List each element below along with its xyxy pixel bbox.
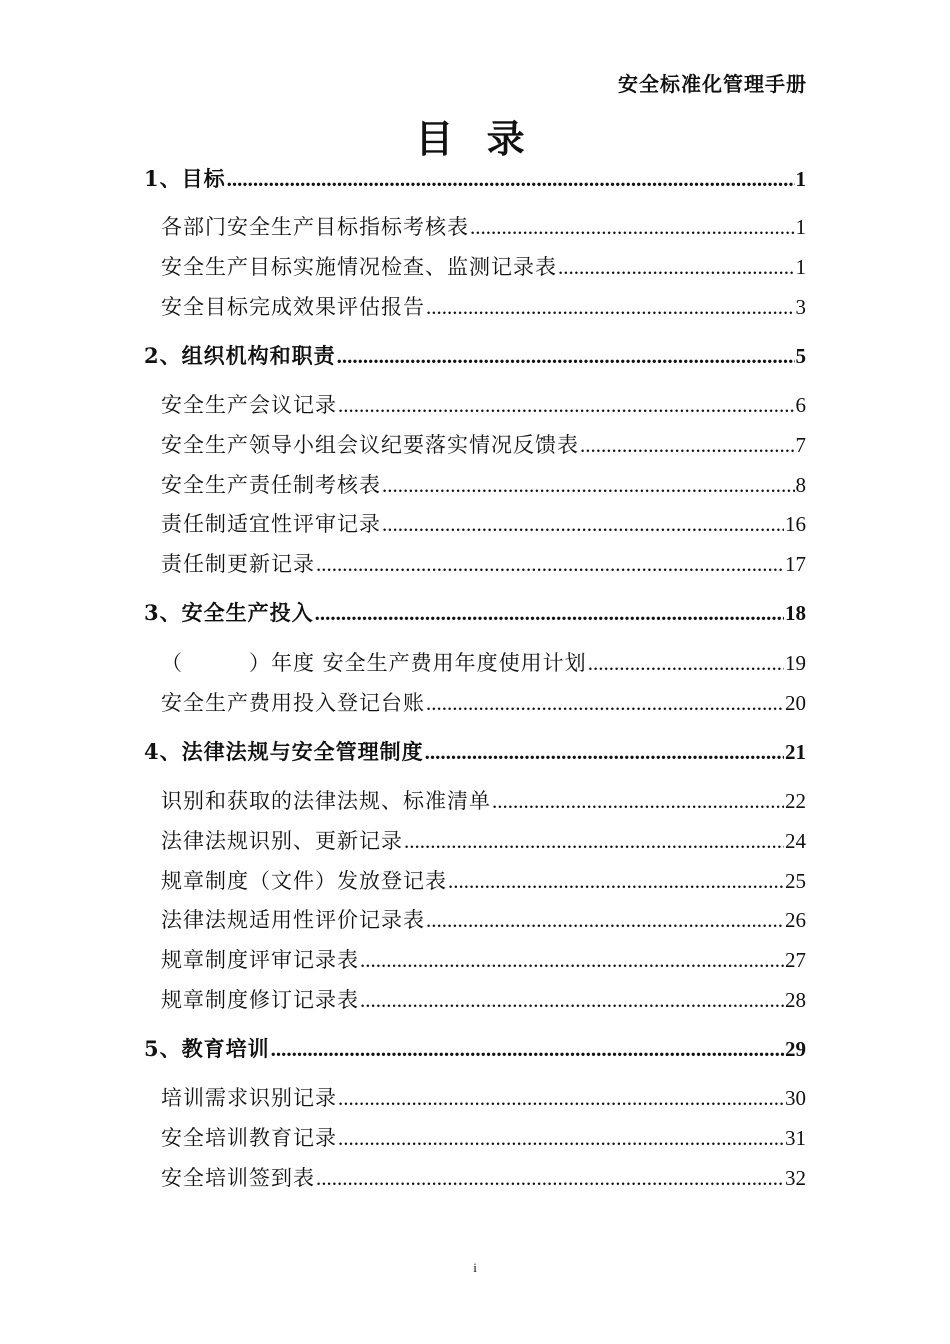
- toc-entry-label: 各部门安全生产目标指标考核表: [161, 215, 469, 239]
- toc-entry[interactable]: [161, 866, 806, 896]
- toc-leader-dots: [316, 549, 784, 579]
- toc-entry-label: （ ）年度 安全生产费用年度使用计划: [161, 651, 587, 675]
- toc-entry-label: 3、安全生产投入: [144, 600, 314, 625]
- toc-leader-dots: [425, 737, 784, 767]
- toc-entry[interactable]: [161, 292, 806, 322]
- toc-entry[interactable]: [161, 945, 806, 975]
- toc-leader-dots: [227, 164, 795, 194]
- toc-entry-page: 31: [785, 1126, 806, 1150]
- toc-entry[interactable]: [161, 1163, 806, 1193]
- toc-entry[interactable]: [161, 1083, 806, 1113]
- toc-leader-dots: [337, 341, 795, 371]
- toc-entry-label: 2、组织机构和职责: [144, 343, 336, 368]
- toc-leader-dots: [426, 292, 795, 322]
- toc-entry[interactable]: [161, 252, 806, 282]
- toc-leader-dots: [448, 866, 784, 896]
- toc-entry-page: 7: [795, 433, 806, 457]
- toc-entry[interactable]: [161, 985, 806, 1015]
- toc-leader-dots: [360, 985, 784, 1015]
- toc-entry[interactable]: [161, 549, 806, 579]
- toc-entry[interactable]: [161, 390, 806, 420]
- toc-leader-dots: [558, 252, 795, 282]
- page-number: i: [473, 1260, 477, 1275]
- toc-entry-section[interactable]: [144, 341, 806, 371]
- toc-entry-page: 20: [785, 691, 806, 715]
- toc-leader-dots: [360, 945, 784, 975]
- toc-entry[interactable]: [161, 648, 806, 678]
- toc-entry-page: 32: [785, 1166, 806, 1190]
- toc-entry-page: 25: [785, 869, 806, 893]
- toc-entry-page: 26: [785, 908, 806, 932]
- toc-entry[interactable]: [161, 430, 806, 460]
- toc-entry-section[interactable]: [144, 1034, 806, 1064]
- toc-entry-section[interactable]: [144, 737, 806, 767]
- toc-entry-page: 1: [795, 255, 806, 279]
- toc-entry-label: 安全生产责任制考核表: [161, 473, 381, 497]
- toc-entry-label: 识别和获取的法律法规、标准清单: [161, 789, 491, 813]
- toc-leader-dots: [338, 1083, 784, 1113]
- toc-entry[interactable]: [161, 509, 806, 539]
- toc-entry-label: 法律法规识别、更新记录: [161, 829, 403, 853]
- toc-entry-label: 安全生产领导小组会议纪要落实情况反馈表: [161, 433, 579, 457]
- toc-entry-page: 28: [785, 988, 806, 1012]
- toc-entry-page: 1: [795, 215, 806, 239]
- toc-leader-dots: [492, 786, 784, 816]
- toc-entry-label: 法律法规适用性评价记录表: [161, 908, 425, 932]
- manual-title: 安全标准化管理手册: [618, 72, 807, 96]
- toc-entry-page: 5: [795, 344, 806, 368]
- toc-entry-label: 4、法律法规与安全管理制度: [144, 739, 424, 764]
- toc-entry-page: 21: [785, 740, 806, 764]
- toc-entry-page: 1: [795, 167, 806, 191]
- toc-entry-page: 17: [785, 552, 806, 576]
- toc-entry[interactable]: [161, 786, 806, 816]
- toc-entry-page: 3: [795, 295, 806, 319]
- toc-entry-page: 22: [785, 789, 806, 813]
- toc-title: 目 录: [415, 116, 535, 161]
- toc-entry-label: 规章制度（文件）发放登记表: [161, 869, 447, 893]
- toc-entry-label: 安全培训签到表: [161, 1166, 315, 1190]
- toc-entry-label: 安全生产会议记录: [161, 393, 337, 417]
- toc-entry-label: 安全目标完成效果评估报告: [161, 295, 425, 319]
- toc-entry-page: 19: [785, 651, 806, 675]
- toc-leader-dots: [382, 470, 795, 500]
- toc-leader-dots: [470, 212, 795, 242]
- toc-leader-dots: [404, 826, 784, 856]
- toc-entry-label: 培训需求识别记录: [161, 1086, 337, 1110]
- toc-leader-dots: [580, 430, 795, 460]
- toc-leader-dots: [271, 1034, 784, 1064]
- toc-entry-page: 27: [785, 948, 806, 972]
- toc-entry-page: 18: [785, 601, 806, 625]
- toc-leader-dots: [315, 598, 784, 628]
- toc-entry-label: 责任制适宜性评审记录: [161, 512, 381, 536]
- toc-entry-label: 规章制度评审记录表: [161, 948, 359, 972]
- toc-leader-dots: [382, 509, 784, 539]
- toc-entry-section[interactable]: [144, 598, 806, 628]
- toc-entry-label: 规章制度修订记录表: [161, 988, 359, 1012]
- toc-leader-dots: [338, 390, 795, 420]
- toc-leader-dots: [316, 1163, 784, 1193]
- toc-entry[interactable]: [161, 212, 806, 242]
- toc-leader-dots: [588, 648, 784, 678]
- toc-entry-page: 8: [795, 473, 806, 497]
- toc-leader-dots: [338, 1123, 784, 1153]
- toc-entry-label: 安全生产目标实施情况检查、监测记录表: [161, 255, 557, 279]
- toc-entry-label: 责任制更新记录: [161, 552, 315, 576]
- toc-entry[interactable]: [161, 688, 806, 718]
- toc-entry-page: 6: [795, 393, 806, 417]
- toc-entry-page: 30: [785, 1086, 806, 1110]
- toc-entry[interactable]: [161, 1123, 806, 1153]
- toc-entry[interactable]: [161, 826, 806, 856]
- toc-leader-dots: [426, 905, 784, 935]
- toc-entry-section[interactable]: [144, 164, 806, 194]
- toc-entry[interactable]: [161, 905, 806, 935]
- toc-entry-page: 16: [785, 512, 806, 536]
- toc-leader-dots: [426, 688, 784, 718]
- toc-entry-label: 5、教育培训: [144, 1036, 270, 1061]
- toc-entry-label: 安全培训教育记录: [161, 1126, 337, 1150]
- toc-entry-label: 安全生产费用投入登记台账: [161, 691, 425, 715]
- toc-entry[interactable]: [161, 470, 806, 500]
- toc-entry-label: 1、目标: [144, 166, 226, 191]
- toc-entry-page: 29: [785, 1037, 806, 1061]
- toc-entry-page: 24: [785, 829, 806, 853]
